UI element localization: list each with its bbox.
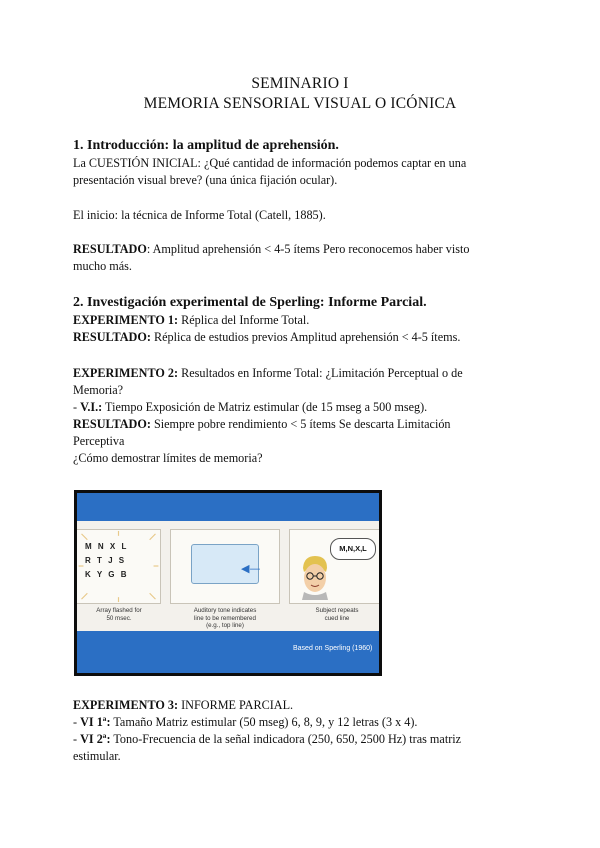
section-1-resultado: RESULTADO: Amplitud aprehensión < 4-5 ítems Pero reconocemos haber visto mucho más. [73,242,470,273]
figure-footer: Based on Sperling (1960) [293,645,373,652]
section-1-inicio: El inicio: la técnica de Informe Total (Catell, 1885). [73,208,326,222]
figure-background [77,493,379,673]
section-2-heading: 2. Investigación experimental de Sperling: Informe Parcial. [73,295,427,310]
caption-subject: Subject repeats cued line [315,607,359,622]
array-panel [77,529,161,604]
section-1-heading: 1. Introducción: la amplitud de aprehensión. [73,138,339,153]
caption-tone: Auditory tone indicates line to be remembered (e.g., top line) [193,607,257,629]
document-title: SEMINARIO I [251,75,349,92]
subject-panel [289,529,379,604]
experiment-1: EXPERIMENTO 1: Réplica del Informe Total. RESULTADO: Réplica de estudios previos Amplitud aprehensión < 4-5 ítems. [73,313,461,344]
resultado-label: RESULTADO [73,242,147,256]
document-subtitle: MEMORIA SENSORIAL VISUAL O ICÓNICA [143,95,457,112]
experiment-3: EXPERIMENTO 3: INFORME PARCIAL. - VI 1ª: Tamaño Matriz estimular (50 mseg) 6, 8, 9, y 12 letras (3 x 4). - VI 2ª: Tono-Frecuencia de la señal indicadora (250, 650, 2500 Hz) tras matriz estimular. [73,698,462,763]
arrow-left-icon: ◀— [241,562,261,575]
experiment-2: EXPERIMENTO 2: Resultados en Informe Total: ¿Limitación Perceptual o de Memoria? - V.I.: Tiempo Exposición de Matriz estimular (de 15 mseg a 500 mseg). RESULTADO: Siempre pobre rendimiento < 5 ítems Se descarta Limitación Perceptiva ¿Cómo demostrar límites de memoria? [73,366,463,465]
speech-bubble: M,N,X,L [330,538,376,560]
letter-array: M N X L R T J S K Y G B [85,542,129,579]
sperling-figure [74,490,382,676]
tone-panel [170,529,280,604]
caption-array: Array flashed for 50 msec. [96,607,142,622]
subject-face-icon [298,554,332,600]
section-1-question: La CUESTIÓN INICIAL: ¿Qué cantidad de información podemos captar en una presentación visual breve? (una única fijación ocular). [73,156,467,187]
